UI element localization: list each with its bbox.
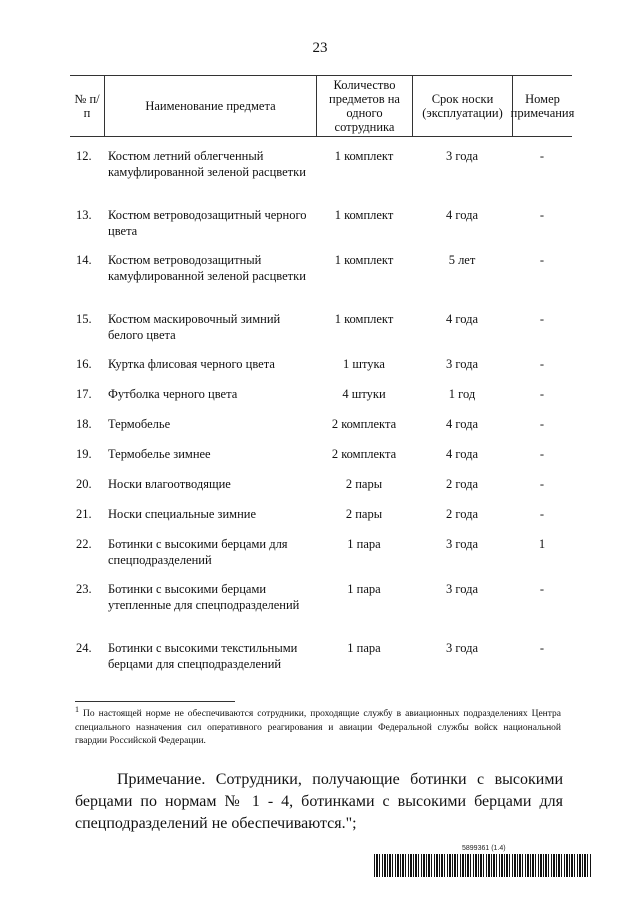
item-note-number: - [539,387,545,401]
item-wear-term: 3 года [446,641,478,655]
item-quantity: 1 штука [343,357,385,371]
item-name: Костюм ветроводозащитный черного цвета [108,208,307,238]
item-quantity: 4 штуки [342,387,386,401]
row-number: 18. [76,417,92,431]
item-name: Термобелье [108,417,171,431]
item-note-number: - [539,641,545,655]
row-number: 16. [76,357,92,371]
item-name: Ботинки с высокими берцами утепленные для спецподразделений [108,582,300,612]
table-row [70,387,572,417]
item-note-number: 1 [538,537,546,551]
item-note-number: - [539,582,545,596]
barcode-code: 5899361 (1.4) [462,845,506,852]
item-quantity: 1 комплект [334,149,394,163]
item-wear-term: 3 года [446,582,478,596]
item-wear-term: 4 года [446,447,478,461]
supply-norms-table [70,75,575,697]
item-wear-term: 3 года [446,149,478,163]
item-wear-term: 2 года [446,477,478,491]
header-item-name: Наименование предмета [104,76,316,136]
item-note-number: - [539,477,545,491]
table-row [70,447,572,477]
item-name: Куртка флисовая черного цвета [108,357,275,371]
footnote-divider [75,701,235,702]
header-note-number: Номер примечания [512,76,572,136]
item-note-number: - [539,507,545,521]
table-row [70,253,572,312]
table-row [70,507,572,537]
item-name: Костюм летний облегченный камуфлированной зеленой расцветки [108,149,306,179]
row-number: 17. [76,387,92,401]
item-name: Носки специальные зимние [108,507,257,521]
item-name: Ботинки с высокими текстильными берцами для спецподразделений [108,641,298,671]
item-name: Носки влагоотводящие [108,477,231,491]
table-row [70,477,572,507]
item-quantity: 2 комплекта [331,417,397,431]
row-number: 23. [76,582,92,596]
item-note-number: - [539,149,545,163]
header-wear-term: Срок носки (эксплуатации) [412,76,512,136]
page-number: 23 [312,40,328,56]
footnote-text: По настоящей норме не обеспечиваются сотрудники, проходящие службу в авиационных подразделениях Центра специального назначения сил оперативного реагирования и авиации Федеральной службы войск национальной гвардии Российской Федерации. [75,709,561,746]
footnote-mark: 1 [75,704,79,714]
table-row [70,208,572,253]
item-note-number: - [539,208,545,222]
row-number: 12. [76,149,92,163]
item-quantity: 1 комплект [334,208,394,222]
header-quantity: Количество предметов на одного сотрудника [316,76,412,136]
item-quantity: 1 пара [347,537,381,551]
item-wear-term: 2 года [446,507,478,521]
row-number: 24. [76,641,92,655]
row-number: 13. [76,208,92,222]
row-number: 15. [76,312,92,326]
item-wear-term: 3 года [446,357,478,371]
item-wear-term: 4 года [446,417,478,431]
item-wear-term: 1 год [448,387,476,401]
item-name: Футболка черного цвета [108,387,238,401]
footnote [75,704,561,749]
item-quantity: 2 пары [345,477,383,491]
item-name: Костюм ветроводозащитный камуфлированной зеленой расцветки [108,253,306,283]
table-row [70,149,572,208]
header-number: № п/п [74,92,100,120]
barcode-block [374,845,592,879]
row-number: 14. [76,253,92,267]
row-number: 20. [76,477,92,491]
item-note-number: - [539,417,545,431]
item-wear-term: 5 лет [448,253,476,267]
table-row [70,537,572,582]
item-quantity: 1 пара [347,582,381,596]
row-number: 21. [76,507,92,521]
item-wear-term: 4 года [446,208,478,222]
barcode-image [374,854,592,877]
table-body [70,137,572,697]
row-number: 19. [76,447,92,461]
table-header [70,75,575,137]
item-wear-term: 3 года [446,537,478,551]
table-row [70,641,572,697]
item-note-number: - [539,447,545,461]
table-row [70,312,572,357]
item-wear-term: 4 года [446,312,478,326]
row-number: 22. [76,537,92,551]
table-row [70,582,572,641]
item-name: Ботинки с высокими берцами для спецподразделений [108,537,288,567]
item-quantity: 1 комплект [334,312,394,326]
table-row [70,417,572,447]
item-note-number: - [539,357,545,371]
item-quantity: 2 пары [345,507,383,521]
item-name: Костюм маскировочный зимний белого цвета [108,312,281,342]
note-paragraph: Примечание. Сотрудники, получающие ботинки с высокими берцами по нормам № 1 - 4, ботинками с высокими берцами для спецподразделений не обеспечиваются."; [75,771,563,832]
table-row [70,357,572,387]
item-quantity: 1 пара [347,641,381,655]
item-quantity: 2 комплекта [331,447,397,461]
item-note-number: - [539,312,545,326]
item-quantity: 1 комплект [334,253,394,267]
item-name: Термобелье зимнее [108,447,211,461]
item-note-number: - [539,253,545,267]
